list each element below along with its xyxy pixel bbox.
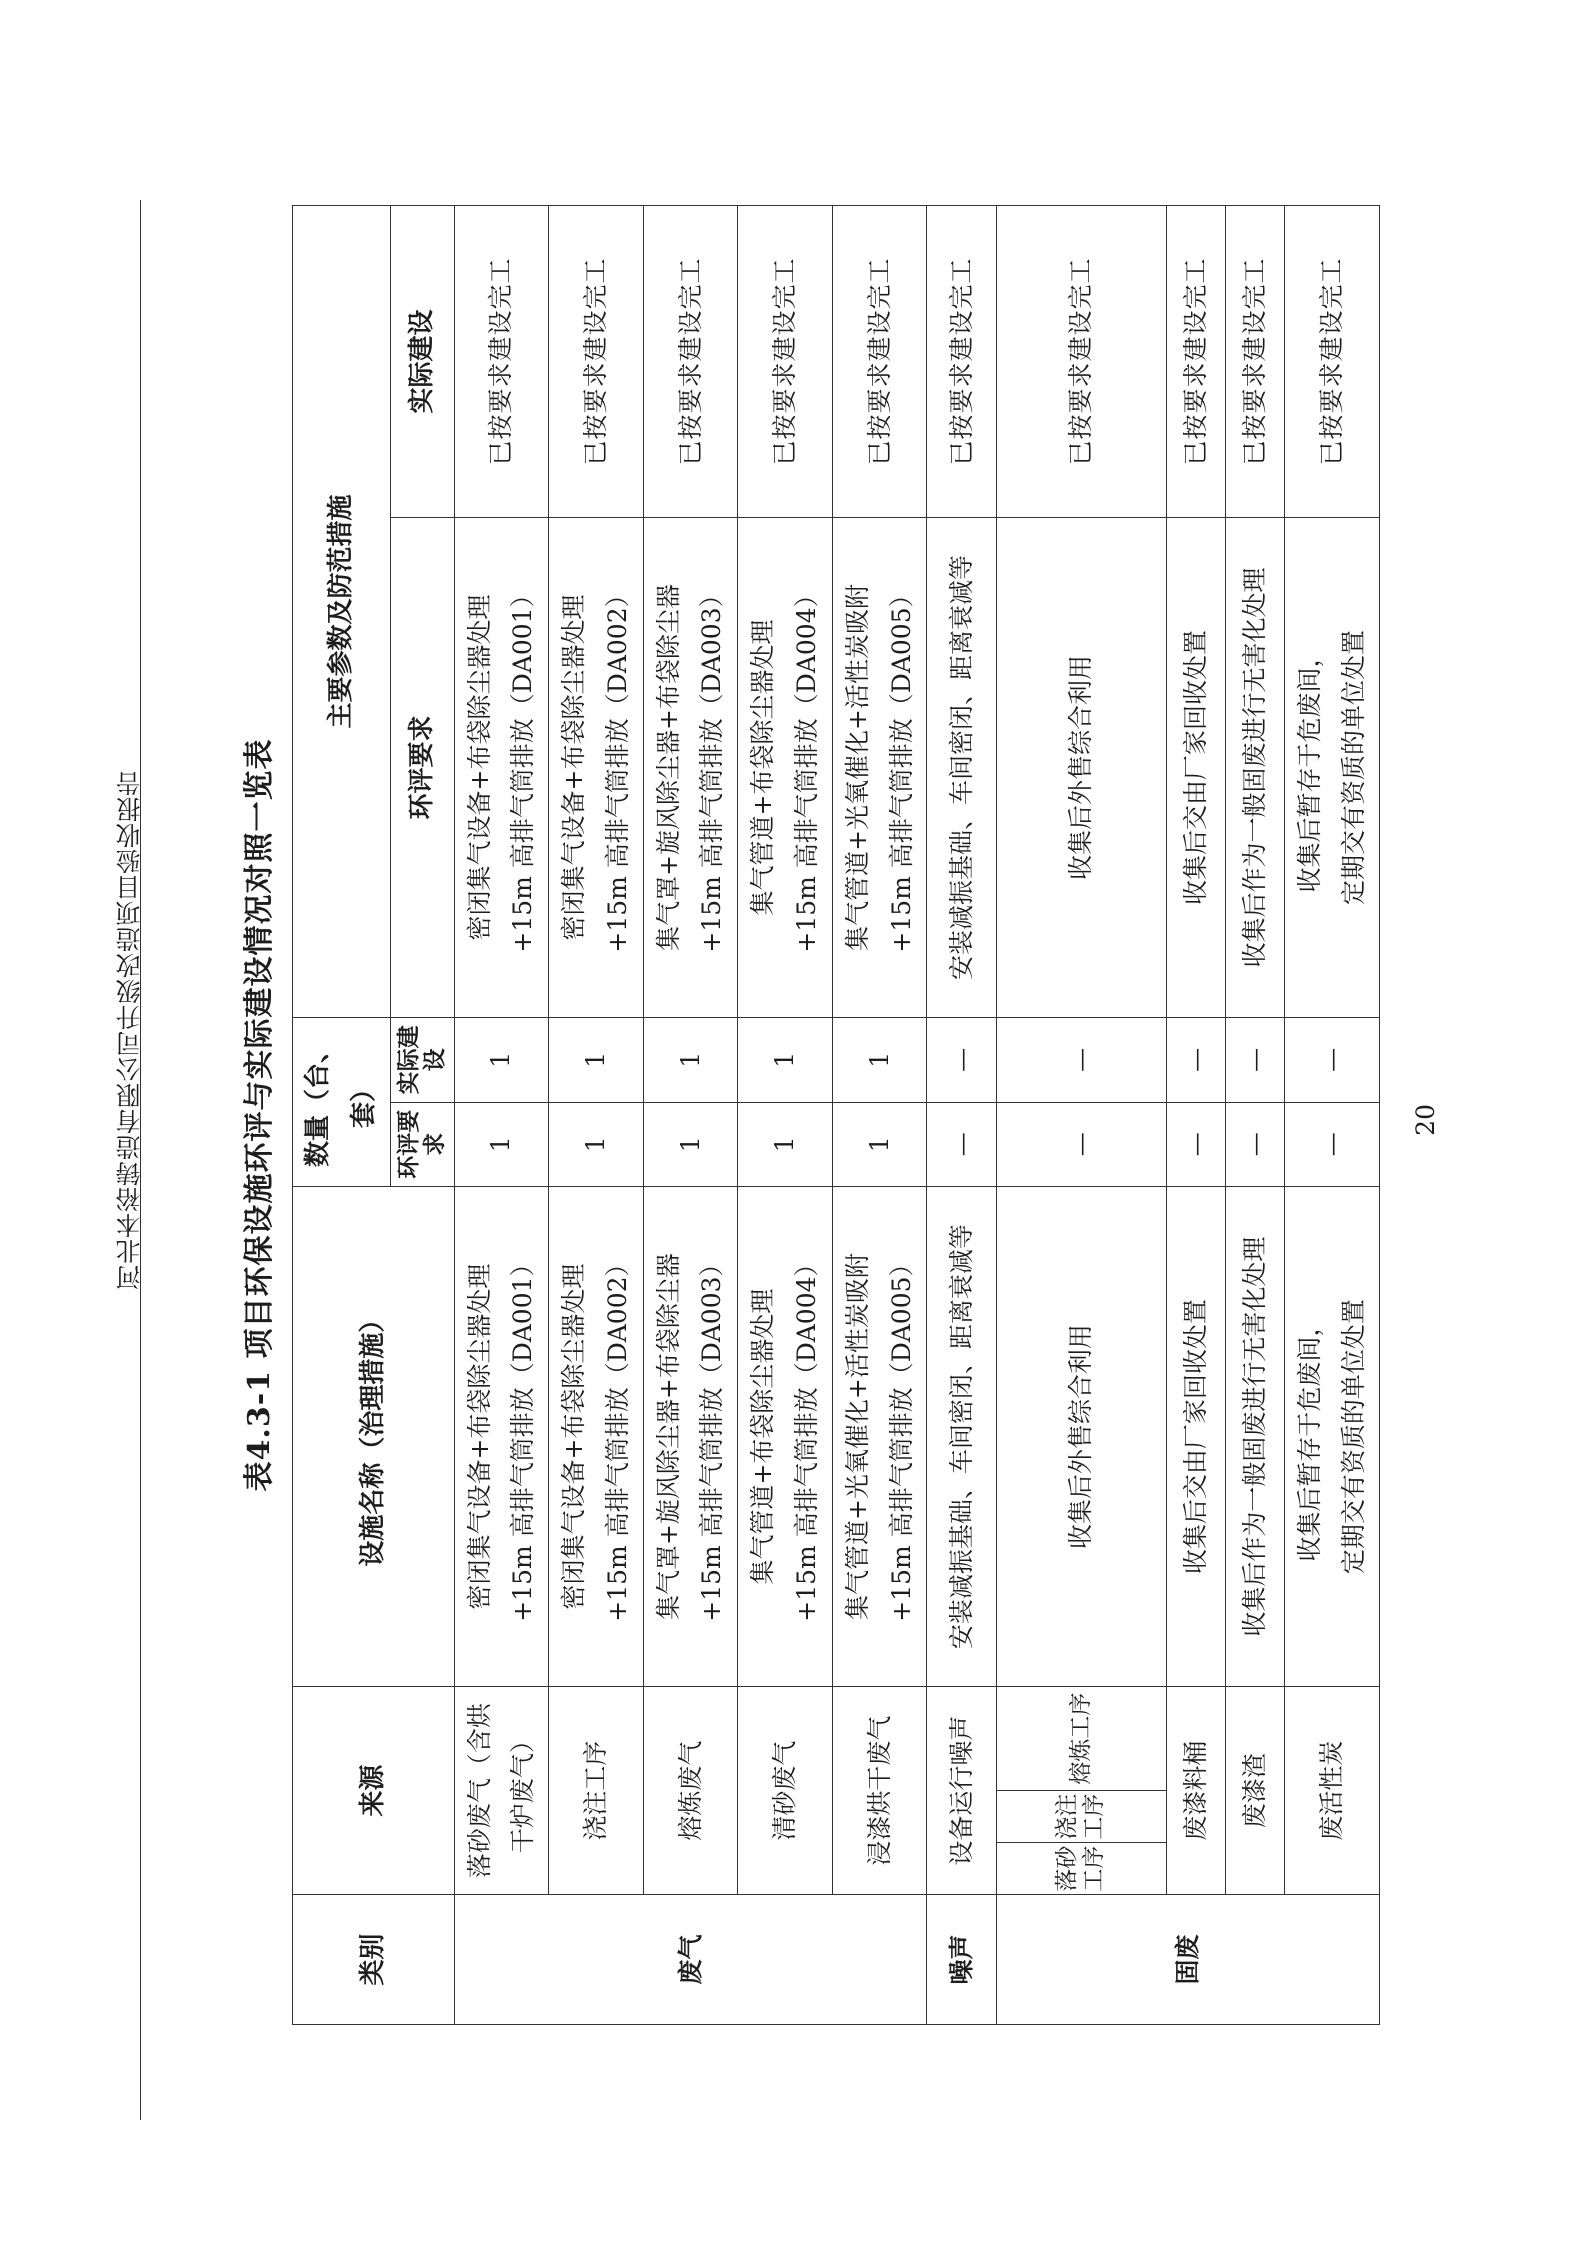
source-cell: 浇注工序 [549,1687,644,1895]
qty-actual-cell: — [927,1018,997,1102]
qty-eia-cell: — [1226,1102,1285,1186]
facility-cell: 集气管道+光氧催化+活性炭吸附 +15m 高排气筒排放（DA005） [832,1186,927,1686]
facility-cell: 密闭集气设备+布袋除尘器处理 +15m 高排气筒排放（DA002） [549,1186,644,1686]
qty-eia-cell: 1 [643,1102,738,1186]
source-cell: 废活性炭 [1285,1687,1380,1895]
qty-eia-cell: 1 [549,1102,644,1186]
table-row [832,206,927,2025]
header-row-1 [293,206,391,2025]
facility-cell: 安装减振基础、车间密闭、距离衰减等 [927,1186,997,1686]
page-number-text: 20 [1410,1104,1440,1136]
header-category: 类别 [293,1895,455,2025]
header-main-params: 主要参数及防范措施 [293,206,391,1018]
qty-actual-cell: — [996,1018,1166,1102]
qty-eia-cell: — [1166,1102,1225,1186]
sub-source-cell: 浇注工序 [996,1791,1166,1843]
category-solid-waste: 固废 [996,1895,1379,2025]
facility-cell: 集气管道+布袋除尘器处理 +15m 高排气筒排放（DA004） [738,1186,833,1686]
actual-build-cell: 已按要求建设完工 [996,206,1166,518]
table-row [1285,206,1380,2025]
eia-requirement-cell: 收集后暂存于危废间， 定期交有资质的单位处置 [1285,517,1380,1017]
qty-actual-cell: 1 [832,1018,927,1102]
eia-requirement-cell: 密闭集气设备+布袋除尘器处理 +15m 高排气筒排放（DA002） [549,517,644,1017]
page-number [1410,1080,1440,1160]
source-cell: 废漆料桶 [1166,1687,1225,1895]
qty-actual-cell: 1 [454,1018,549,1102]
facility-cell: 收集后外售综合利用 [996,1186,1166,1686]
source-cell: 熔炼废气 [643,1687,738,1895]
facility-cell: 密闭集气设备+布袋除尘器处理 +15m 高排气筒排放（DA001） [454,1186,549,1686]
facility-cell: 集气罩+旋风除尘器+布袋除尘器 +15m 高排气筒排放（DA003） [643,1186,738,1686]
header-eia-requirement: 环评要求 [391,517,454,1017]
sub-source-cell: 落砂工序 [996,1843,1166,1895]
actual-build-cell: 已按要求建设完工 [927,206,997,518]
environmental-facilities-table [292,205,1380,2025]
qty-eia-cell: 1 [738,1102,833,1186]
eia-requirement-cell: 收集后交由厂家回收处置 [1166,517,1225,1017]
actual-build-cell: 已按要求建设完工 [738,206,833,518]
actual-build-cell: 已按要求建设完工 [832,206,927,518]
category-waste-gas: 废气 [454,1895,927,2025]
actual-build-cell: 已按要求建设完工 [643,206,738,518]
qty-eia-cell: 1 [832,1102,927,1186]
table-row [738,206,833,2025]
eia-requirement-cell: 集气罩+旋风除尘器+布袋除尘器 +15m 高排气筒排放（DA003） [643,517,738,1017]
eia-requirement-cell: 安装减振基础、车间密闭、距离衰减等 [927,517,997,1017]
source-cell: 废漆渣 [1226,1687,1285,1895]
eia-requirement-cell: 密闭集气设备+布袋除尘器处理 +15m 高排气筒排放（DA001） [454,517,549,1017]
qty-actual-cell: — [1285,1018,1380,1102]
table-row [549,206,644,2025]
table-row [643,206,738,2025]
table-row [454,206,549,2025]
qty-eia-cell: — [927,1102,997,1186]
page-header-text: 河北本裕铸造有限公司升级改造项目验收报告 [115,770,144,1290]
header-qty-actual: 实际建设 [391,1018,454,1102]
rotated-table-area [220,205,1380,2025]
source-cell: 浸漆烘干废气 [832,1687,927,1895]
actual-build-cell: 已按要求建设完工 [454,206,549,518]
eia-requirement-cell: 集气管道+光氧催化+活性炭吸附 +15m 高排气筒排放（DA005） [832,517,927,1017]
header-divider [140,200,141,2120]
header-qty-eia: 环评要求 [391,1102,454,1186]
facility-cell: 收集后作为一般固废进行无害化处理 [1226,1186,1285,1686]
eia-requirement-cell: 收集后作为一般固废进行无害化处理 [1226,517,1285,1017]
eia-requirement-cell: 集气管道+布袋除尘器处理 +15m 高排气筒排放（DA004） [738,517,833,1017]
source-cell: 落砂废气（含烘干炉废气） [454,1687,549,1895]
table-row [1226,206,1285,2025]
qty-actual-cell: — [1166,1018,1225,1102]
actual-build-cell: 已按要求建设完工 [1226,206,1285,518]
actual-build-cell: 已按要求建设完工 [549,206,644,518]
qty-eia-cell: — [996,1102,1166,1186]
actual-build-cell: 已按要求建设完工 [1285,206,1380,518]
qty-eia-cell: — [1285,1102,1380,1186]
source-cell: 清砂废气 [738,1687,833,1895]
header-actual-build: 实际建设 [391,206,454,518]
facility-cell: 收集后交由厂家回收处置 [1166,1186,1225,1686]
qty-actual-cell: 1 [738,1018,833,1102]
qty-eia-cell: 1 [454,1102,549,1186]
table-row [927,206,997,2025]
facility-cell: 收集后暂存于危废间， 定期交有资质的单位处置 [1285,1186,1380,1686]
page-header [110,80,150,1980]
table-row [1166,206,1225,2025]
actual-build-cell: 已按要求建设完工 [1166,206,1225,518]
table-title: 表4.3-1 项目环保设施环评与实际建设情况对照一览表 [242,738,277,1492]
header-facility: 设施名称（治理措施） [293,1186,455,1686]
category-noise: 噪声 [927,1895,997,2025]
header-source: 来源 [293,1687,455,1895]
sub-source-cell: 熔炼工序 [996,1687,1166,1791]
qty-actual-cell: 1 [549,1018,644,1102]
eia-requirement-cell: 收集后外售综合利用 [996,517,1166,1017]
qty-actual-cell: 1 [643,1018,738,1102]
qty-actual-cell: — [1226,1018,1285,1102]
source-cell: 设备运行噪声 [927,1687,997,1895]
header-quantity: 数量（台、套） [293,1018,391,1187]
table-row [996,206,1166,2025]
